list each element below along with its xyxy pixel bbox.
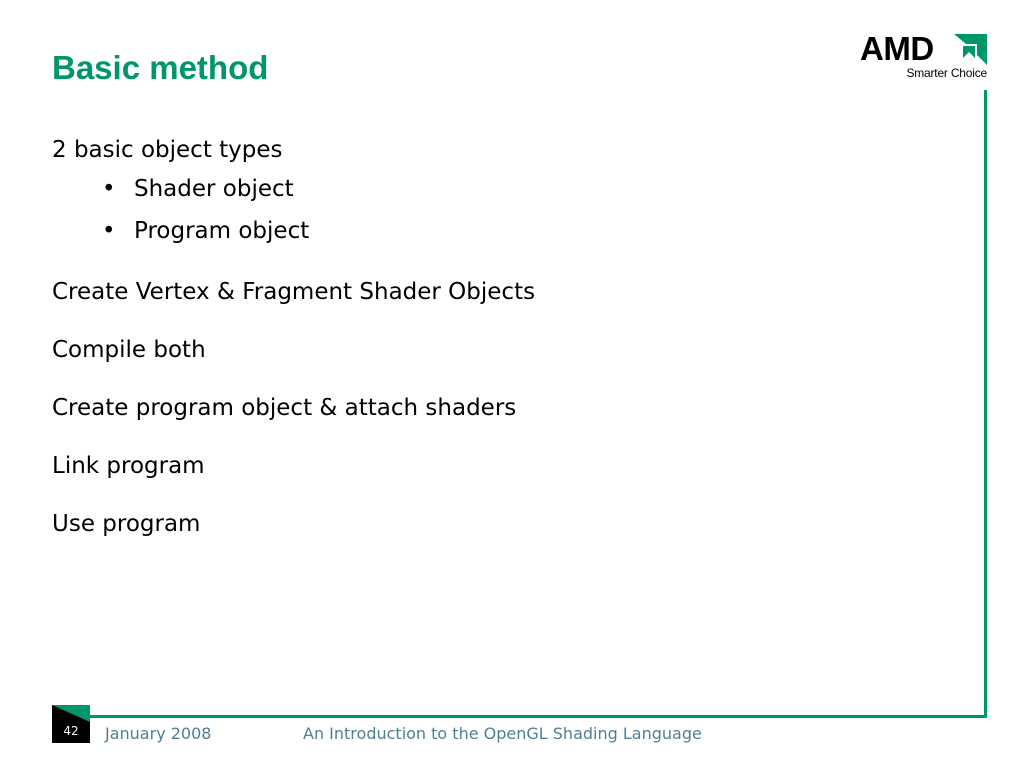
step-text: Link program	[52, 453, 205, 479]
bullet-text: Program object	[134, 218, 310, 244]
list-item	[52, 210, 952, 252]
bullet-text: Shader object	[134, 176, 294, 202]
step-text: Use program	[52, 511, 201, 537]
footer-presentation-title: An Introduction to the OpenGL Shading Language	[303, 724, 702, 743]
step-text: Compile both	[52, 337, 206, 363]
object-type-list	[52, 168, 952, 252]
frame-bottom-rule	[88, 715, 987, 718]
page-number: 42	[63, 724, 79, 738]
logo-wordmark: AMD	[860, 30, 934, 67]
amd-arrow-icon	[954, 34, 987, 65]
frame-right-rule	[984, 90, 987, 718]
footer-date: January 2008	[105, 724, 212, 743]
list-item	[52, 168, 952, 210]
step-text: Create Vertex & Fragment Shader Objects	[52, 279, 536, 305]
amd-logo	[858, 30, 990, 82]
page-number-badge	[52, 705, 90, 743]
slide-body	[52, 132, 952, 542]
logo-tagline: Smarter Choice	[906, 66, 987, 80]
intro-text: 2 basic object types	[52, 137, 283, 163]
bullet-icon: •	[102, 218, 116, 244]
slide-title: Basic method	[52, 49, 269, 86]
bullet-icon: •	[102, 176, 116, 202]
step-text: Create program object & attach shaders	[52, 395, 517, 421]
